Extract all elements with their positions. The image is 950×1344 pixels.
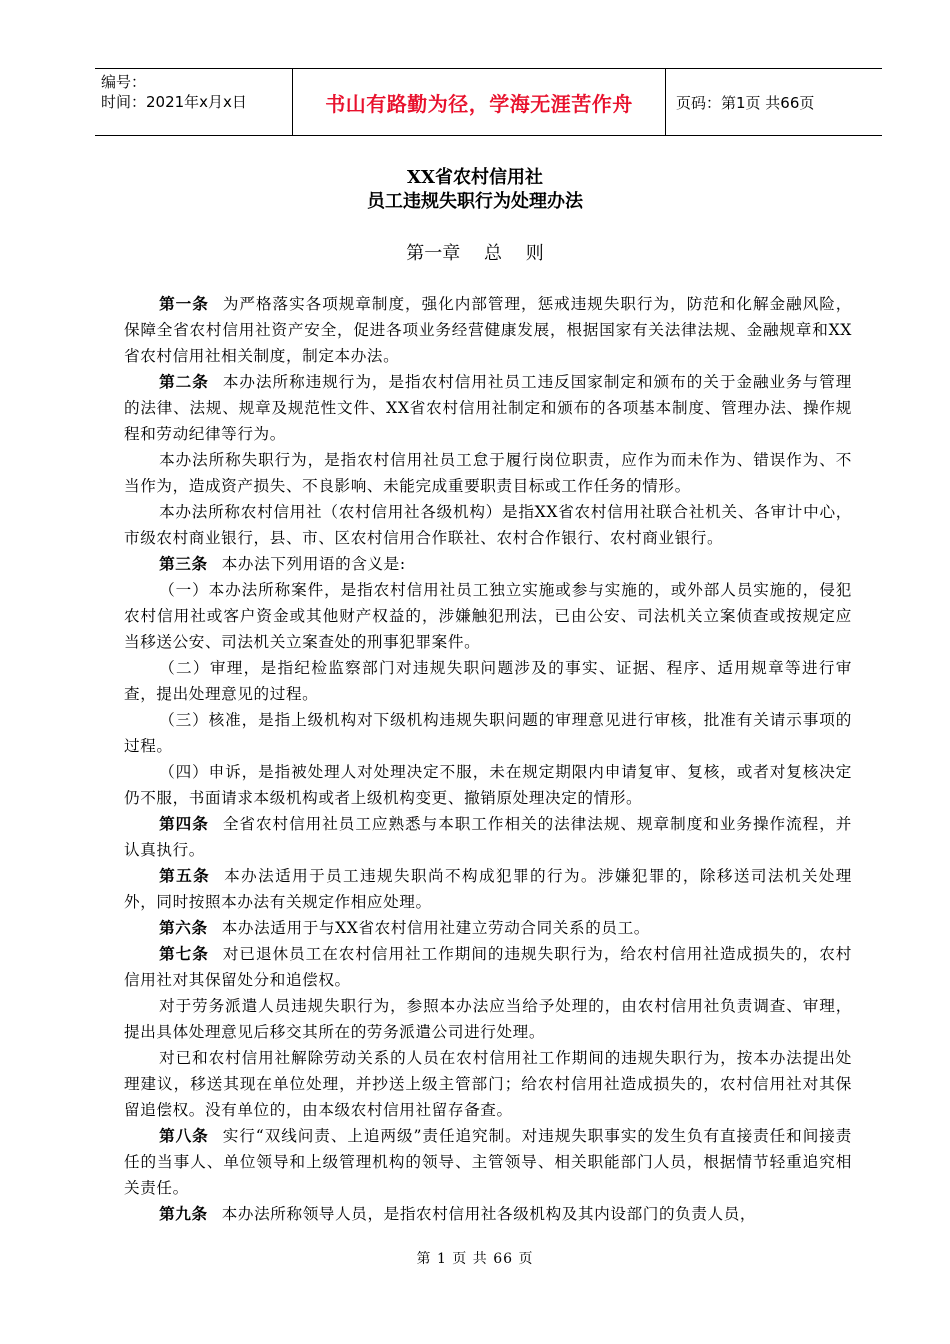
paragraph	[124, 863, 852, 915]
paragraph-text: （一）本办法所称案件，是指农村信用社员工独立实施或参与实施的，或外部人员实施的，侵犯农村信用社或客户资金或其他财产权益的，涉嫌触犯刑法，已由公安、司法机关立案侦查或按规定应当移送公安、司法机关立案查处的刑事犯罪案件。	[124, 581, 852, 651]
paragraph-text: （四）申诉，是指被处理人对处理决定不服，未在规定期限内申请复审、复核，或者对复核决定仍不服，书面请求本级机构或者上级机构变更、撤销原处理决定的情形。	[124, 763, 852, 807]
paragraph-text: 实行“双线问责、上追两级”责任追究制。对违规失职事实的发生负有直接责任和间接责任的当事人、单位领导和上级管理机构的领导、主管领导、相关职能部门人员，根据情节轻重追究相关责任。	[124, 1127, 852, 1197]
paragraph-text: 本办法所称违规行为，是指农村信用社员工违反国家制定和颁布的关于金融业务与管理的法律、法规、规章及规范性文件、XX省农村信用社制定和颁布的各项基本制度、管理办法、操作规程和劳动纪律等行为。	[124, 373, 852, 443]
paragraph-text: 本办法下列用语的含义是:	[221, 555, 406, 573]
page-header	[95, 68, 882, 136]
header-page-info: 页码：第1页 共66页	[676, 93, 815, 112]
paragraph-text: 本办法适用于与XX省农村信用社建立劳动合同关系的员工。	[221, 919, 650, 937]
paragraph	[124, 1201, 852, 1227]
document-title-line-1: XX省农村信用社	[407, 167, 543, 188]
paragraph-text: （二）审理，是指纪检监察部门对违规失职问题涉及的事实、证据、程序、适用规章等进行审查，提出处理意见的过程。	[124, 659, 852, 703]
article-heading: 第三条	[159, 555, 208, 573]
paragraph-text: 为严格落实各项规章制度，强化内部管理，惩戒违规失职行为，防范和化解金融风险，保障全省农村信用社资产安全，促进各项业务经营健康发展，根据国家有关法律法规、金融规章和XX省农村信用社相关制度，制定本办法。	[124, 295, 852, 365]
header-meta	[95, 69, 293, 135]
paragraph-text: 本办法适用于员工违规失职尚不构成犯罪的行为。涉嫌犯罪的，除移送司法机关处理外，同时按照本办法有关规定作相应处理。	[124, 867, 852, 911]
paragraph	[124, 1045, 852, 1123]
article-heading: 第二条	[159, 373, 209, 391]
paragraph-text: 全省农村信用社员工应熟悉与本职工作相关的法律法规、规章制度和业务操作流程，并认真执行。	[124, 815, 852, 859]
paragraph-text: 本办法所称农村信用社（农村信用社各级机构）是指XX省农村信用社联合社机关、各审计中心，市级农村商业银行，县、市、区农村信用合作联社、农村合作银行、农村商业银行。	[124, 503, 852, 547]
document-time: 时间：2021年x月x日	[101, 93, 247, 111]
article-heading: 第四条	[159, 815, 209, 833]
document-number-label: 编号：	[101, 73, 147, 91]
paragraph	[124, 811, 852, 863]
article-heading: 第一条	[159, 295, 209, 313]
article-heading: 第七条	[159, 945, 209, 963]
paragraph	[124, 447, 852, 499]
paragraph	[124, 707, 852, 759]
document-body	[124, 291, 852, 1227]
article-heading: 第九条	[159, 1205, 208, 1223]
paragraph	[124, 993, 852, 1045]
header-motto: 书山有路勤为径，学海无涯苦作舟	[293, 69, 666, 135]
paragraph	[124, 369, 852, 447]
paragraph-text: （三）核准，是指上级机构对下级机构违规失职问题的审理意见进行审核，批准有关请示事项的过程。	[124, 711, 852, 755]
paragraph	[124, 915, 852, 941]
paragraph	[124, 291, 852, 369]
article-heading: 第八条	[159, 1127, 209, 1145]
paragraph	[124, 1123, 852, 1201]
paragraph	[124, 551, 852, 577]
article-heading: 第六条	[159, 919, 208, 937]
paragraph-text: 本办法所称失职行为，是指农村信用社员工怠于履行岗位职责，应作为而未作为、错误作为、不当作为，造成资产损失、不良影响、未能完成重要职责目标或工作任务的情形。	[124, 451, 852, 495]
paragraph	[124, 577, 852, 655]
page-footer: 第 1 页 共 66 页	[416, 1251, 534, 1267]
paragraph	[124, 499, 852, 551]
paragraph-text: 对于劳务派遣人员违规失职行为，参照本办法应当给予处理的，由农村信用社负责调查、审理，提出具体处理意见后移交其所在的劳务派遣公司进行处理。	[124, 997, 852, 1041]
paragraph-text: 对已退休员工在农村信用社工作期间的违规失职行为，给农村信用社造成损失的，农村信用社对其保留处分和追偿权。	[124, 945, 852, 989]
paragraph-text: 对已和农村信用社解除劳动关系的人员在农村信用社工作期间的违规失职行为，按本办法提出处理建议，移送其现在单位处理，并抄送上级主管部门；给农村信用社造成损失的，农村信用社对其保留追偿权。没有单位的，由本级农村信用社留存备查。	[124, 1049, 852, 1119]
paragraph	[124, 655, 852, 707]
paragraph-text: 本办法所称领导人员，是指农村信用社各级机构及其内设部门的负责人员，	[221, 1205, 757, 1223]
paragraph	[124, 759, 852, 811]
chapter-heading: 第一章 总 则	[406, 243, 544, 264]
paragraph	[124, 941, 852, 993]
document-title-line-2: 员工违规失职行为处理办法	[367, 191, 583, 212]
article-heading: 第五条	[159, 867, 211, 885]
